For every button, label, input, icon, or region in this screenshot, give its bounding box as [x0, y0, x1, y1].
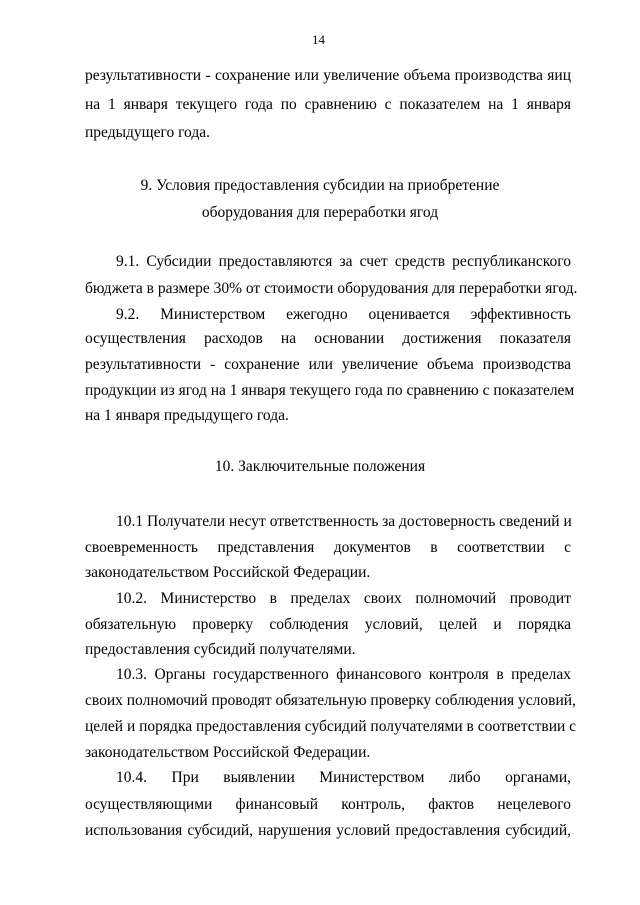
text-line: предыдущего года.: [85, 124, 210, 141]
text-line: использования субсидий, нарушения условий предоставления субсидий,: [85, 822, 571, 839]
text-line: 10.2. Министерство в пределах своих полномочий проводит: [116, 590, 571, 607]
text-line: 9.1. Субсидии предоставляются за счет средств республиканского: [116, 253, 571, 270]
text-line: обязательную проверку соблюдения условий, целей и порядка: [85, 616, 571, 633]
text-line: 10.4. При выявлении Министерством либо органами,: [116, 769, 571, 786]
text-line: осуществления расходов на основании достижения показателя: [85, 330, 571, 347]
text-line: на 1 января предыдущего года.: [85, 407, 289, 424]
text-line: осуществляющими финансовый контроль, фактов нецелевого: [85, 796, 571, 813]
text-line: законодательством Российской Федерации.: [85, 744, 371, 761]
text-line: законодательством Российской Федерации.: [85, 564, 371, 581]
text-line: результативности - сохранение или увеличение объема производства: [85, 356, 571, 373]
section-heading: 9. Условия предоставления субсидии на приобретение: [140, 177, 500, 194]
text-line: бюджета в размере 30% от стоимости оборудования для переработки ягод.: [85, 280, 578, 297]
text-line: на 1 января текущего года по сравнению с показателем на 1 января: [85, 96, 571, 113]
text-line: 9.2. Министерством ежегодно оценивается эффективность: [116, 306, 571, 323]
text-line: предоставления субсидий получателями.: [85, 641, 356, 658]
text-line: продукции из ягод на 1 января текущего года по сравнению с показателем: [85, 382, 575, 399]
text-line: целей и порядка предоставления субсидий получателями в соответствии с: [85, 718, 577, 735]
page-number: 14: [312, 32, 325, 47]
section-heading: 10. Заключительные положения: [214, 458, 426, 475]
text-line: результативности - сохранение или увеличение объема производства яиц: [85, 67, 571, 84]
section-heading: оборудования для переработки ягод: [201, 204, 439, 221]
text-line: 10.3. Органы государственного финансового контроля в пределах: [116, 666, 571, 683]
text-line: своих полномочий проводят обязательную проверку соблюдения условий,: [85, 692, 576, 709]
text-line: своевременность представления документов в соответствии с: [85, 539, 571, 556]
text-line: 10.1 Получатели несут ответственность за достоверность сведений и: [116, 513, 572, 530]
